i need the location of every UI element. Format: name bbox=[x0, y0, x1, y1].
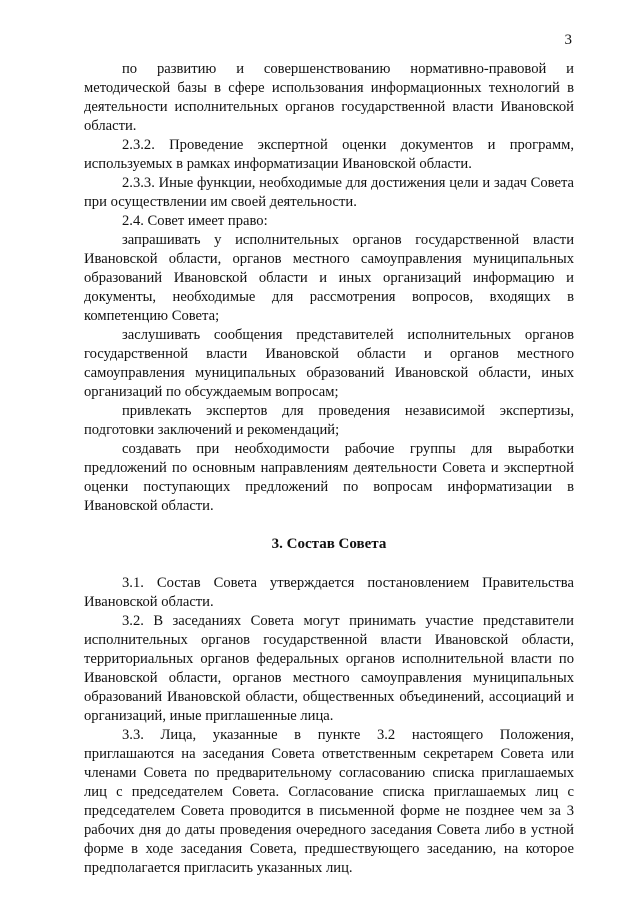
document-body bbox=[84, 60, 574, 878]
paragraph-right-request-info: запрашивать у исполнительных органов государственной власти Ивановской области, органов местного самоуправления муниципальных образований Ивановской области и иных организаций информацию и документы, необходимые для рассмотрения вопросов, входящих в компетенцию Совета; bbox=[84, 232, 574, 324]
page-number: 3 bbox=[564, 32, 572, 48]
section-heading-council-composition: 3. Состав Совета bbox=[271, 536, 387, 552]
paragraph-right-hear-reports: заслушивать сообщения представителей исполнительных органов государственной власти Ивановской области и органов местного самоуправления муниципальных образований Ивановской области, иных организаций по обсуждаемым вопросам; bbox=[84, 327, 574, 400]
paragraph-3-1: 3.1. Состав Совета утверждается постановлением Правительства Ивановской области. bbox=[84, 575, 574, 610]
paragraph-right-engage-experts: привлекать экспертов для проведения независимой экспертизы, подготовки заключений и рекомендаций; bbox=[84, 403, 574, 438]
paragraph-continuation: по развитию и совершенствованию нормативно-правовой и методической базы в сфере использования информационных технологий в деятельности исполнительных органов государственной власти Ивановской области. bbox=[84, 61, 574, 134]
paragraph-2-3-3: 2.3.3. Иные функции, необходимые для достижения цели и задач Совета при осуществлении им своей деятельности. bbox=[84, 175, 574, 210]
paragraph-3-2: 3.2. В заседаниях Совета могут принимать участие представители исполнительных органов государственной власти Ивановской области, территориальных органов федеральных органов исполнительной власти по Ивановской области, органов местного самоуправления муниципальных образований Ивановской области, общественных объединений, ассоциаций и организаций, иные приглашенные лица. bbox=[84, 613, 574, 724]
paragraph-3-3: 3.3. Лица, указанные в пункте 3.2 настоящего Положения, приглашаются на заседания Совета ответственным секретарем Совета или членами Совета по предварительному согласованию списка приглашаемых лиц с председателем Совета. Согласование списка приглашаемых лиц с председателем Совета проводится в письменной форме не позднее чем за 3 рабочих дня до даты проведения очередного заседания Совета либо в устной форме в ходе заседания Совета, предшествующего заседанию, на которое предполагается пригласить указанных лиц. bbox=[84, 727, 574, 876]
paragraph-2-4: 2.4. Совет имеет право: bbox=[122, 213, 268, 229]
paragraph-right-create-groups: создавать при необходимости рабочие группы для выработки предложений по основным направлениям деятельности Совета и экспертной оценки поступающих предложений по вопросам информатизации в Ивановской области. bbox=[84, 441, 574, 514]
paragraph-2-3-2: 2.3.2. Проведение экспертной оценки документов и программ, используемых в рамках информатизации Ивановской области. bbox=[84, 137, 574, 172]
